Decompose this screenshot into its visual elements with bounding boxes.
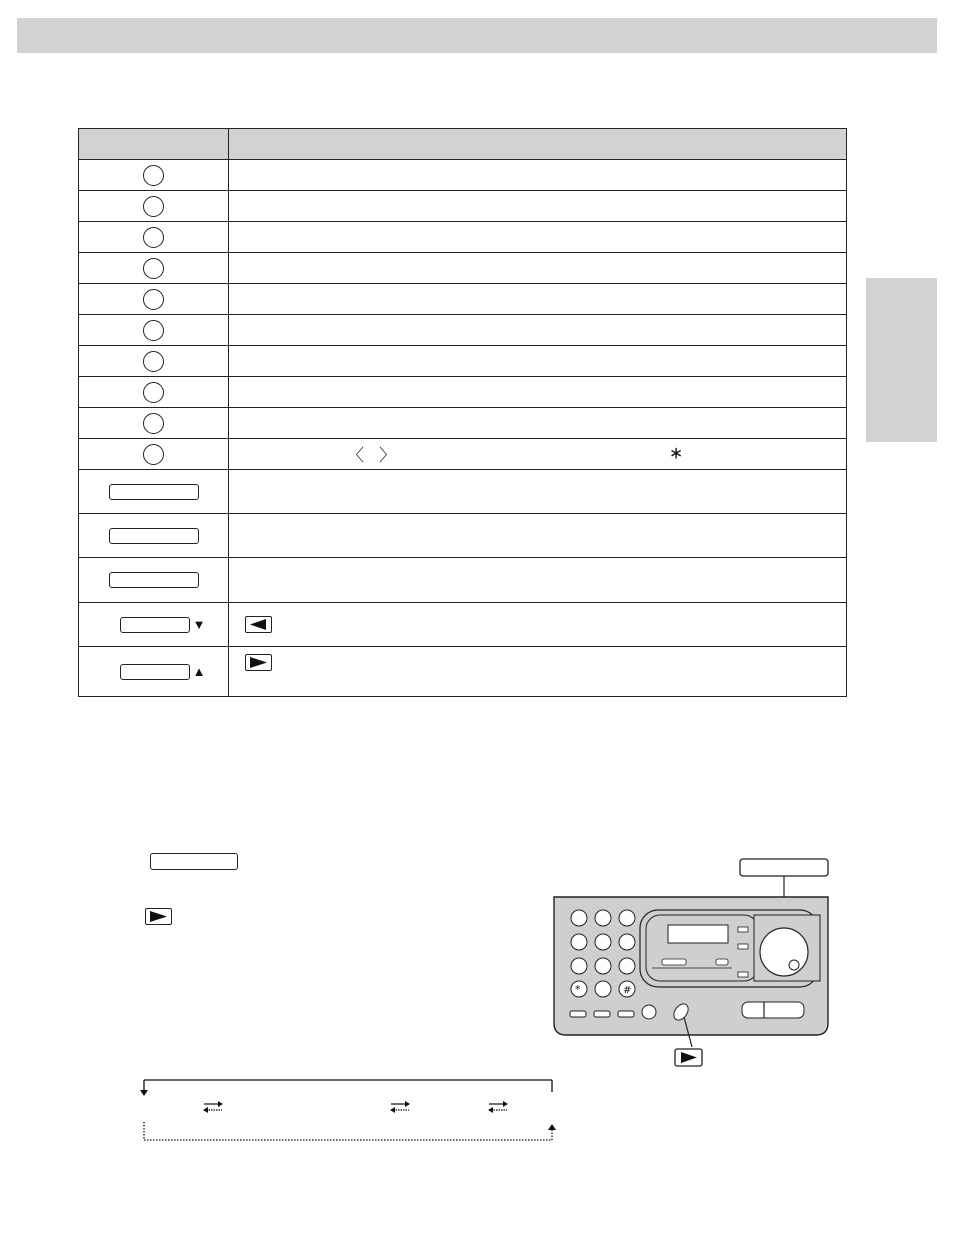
row-description xyxy=(229,160,846,190)
circle-key-icon xyxy=(143,227,164,248)
circle-key-icon xyxy=(143,413,164,434)
table-row xyxy=(79,514,846,558)
keys-table xyxy=(78,128,847,697)
row-description xyxy=(229,377,846,407)
function-key-icon xyxy=(109,484,199,500)
rewind-triangle-icon xyxy=(245,616,272,633)
asterisk-glyph: ∗ xyxy=(669,443,684,463)
row-description xyxy=(229,408,846,438)
device-illustration xyxy=(548,855,838,1070)
circle-key-icon xyxy=(143,196,164,217)
table-row xyxy=(79,160,846,191)
table-header-key xyxy=(79,129,229,159)
table-row xyxy=(79,377,846,408)
circle-key-icon xyxy=(143,444,164,465)
table-row xyxy=(79,315,846,346)
table-row xyxy=(79,191,846,222)
circle-key-icon xyxy=(143,351,164,372)
table-row xyxy=(79,346,846,377)
table-row xyxy=(79,439,846,470)
table-row xyxy=(79,222,846,253)
up-key-icon xyxy=(120,664,190,680)
swap-arrows-icon xyxy=(488,1100,508,1114)
swap-arrows-icon xyxy=(203,1100,223,1114)
table-row xyxy=(79,253,846,284)
row-description xyxy=(229,439,846,469)
circle-key-icon xyxy=(143,320,164,341)
row-description xyxy=(229,222,846,252)
table-row xyxy=(79,408,846,439)
right-angle-glyph: 〉 xyxy=(379,446,396,465)
svg-text:*: * xyxy=(575,983,581,996)
table-row xyxy=(79,284,846,315)
down-key-icon xyxy=(120,617,190,633)
function-key-icon xyxy=(109,572,199,588)
table-row xyxy=(79,603,846,647)
table-row xyxy=(79,470,846,514)
play-triangle-icon xyxy=(245,654,272,671)
table-row xyxy=(79,647,846,696)
circle-key-icon xyxy=(143,258,164,279)
step-function-key-icon xyxy=(150,853,238,870)
svg-text:#: # xyxy=(623,985,632,996)
up-triangle-icon: ▲ xyxy=(192,664,206,679)
down-triangle-icon: ▼ xyxy=(192,617,206,632)
row-description xyxy=(229,346,846,376)
row-description xyxy=(229,514,846,557)
play-triangle-icon xyxy=(145,908,172,925)
header-bar xyxy=(17,18,937,53)
row-description xyxy=(229,315,846,345)
row-description xyxy=(229,603,846,646)
side-tab xyxy=(866,278,937,442)
table-header-description xyxy=(229,129,846,159)
table-header xyxy=(79,129,846,160)
row-description xyxy=(229,253,846,283)
circle-key-icon xyxy=(143,165,164,186)
circle-key-icon xyxy=(143,382,164,403)
swap-arrows-icon xyxy=(390,1100,410,1114)
row-description xyxy=(229,284,846,314)
row-description xyxy=(229,470,846,513)
circle-key-icon xyxy=(143,289,164,310)
row-description xyxy=(229,647,846,696)
left-angle-glyph: 〈 xyxy=(347,446,364,465)
table-row xyxy=(79,558,846,603)
function-key-icon xyxy=(109,528,199,544)
row-description xyxy=(229,191,846,221)
row-description xyxy=(229,558,846,602)
